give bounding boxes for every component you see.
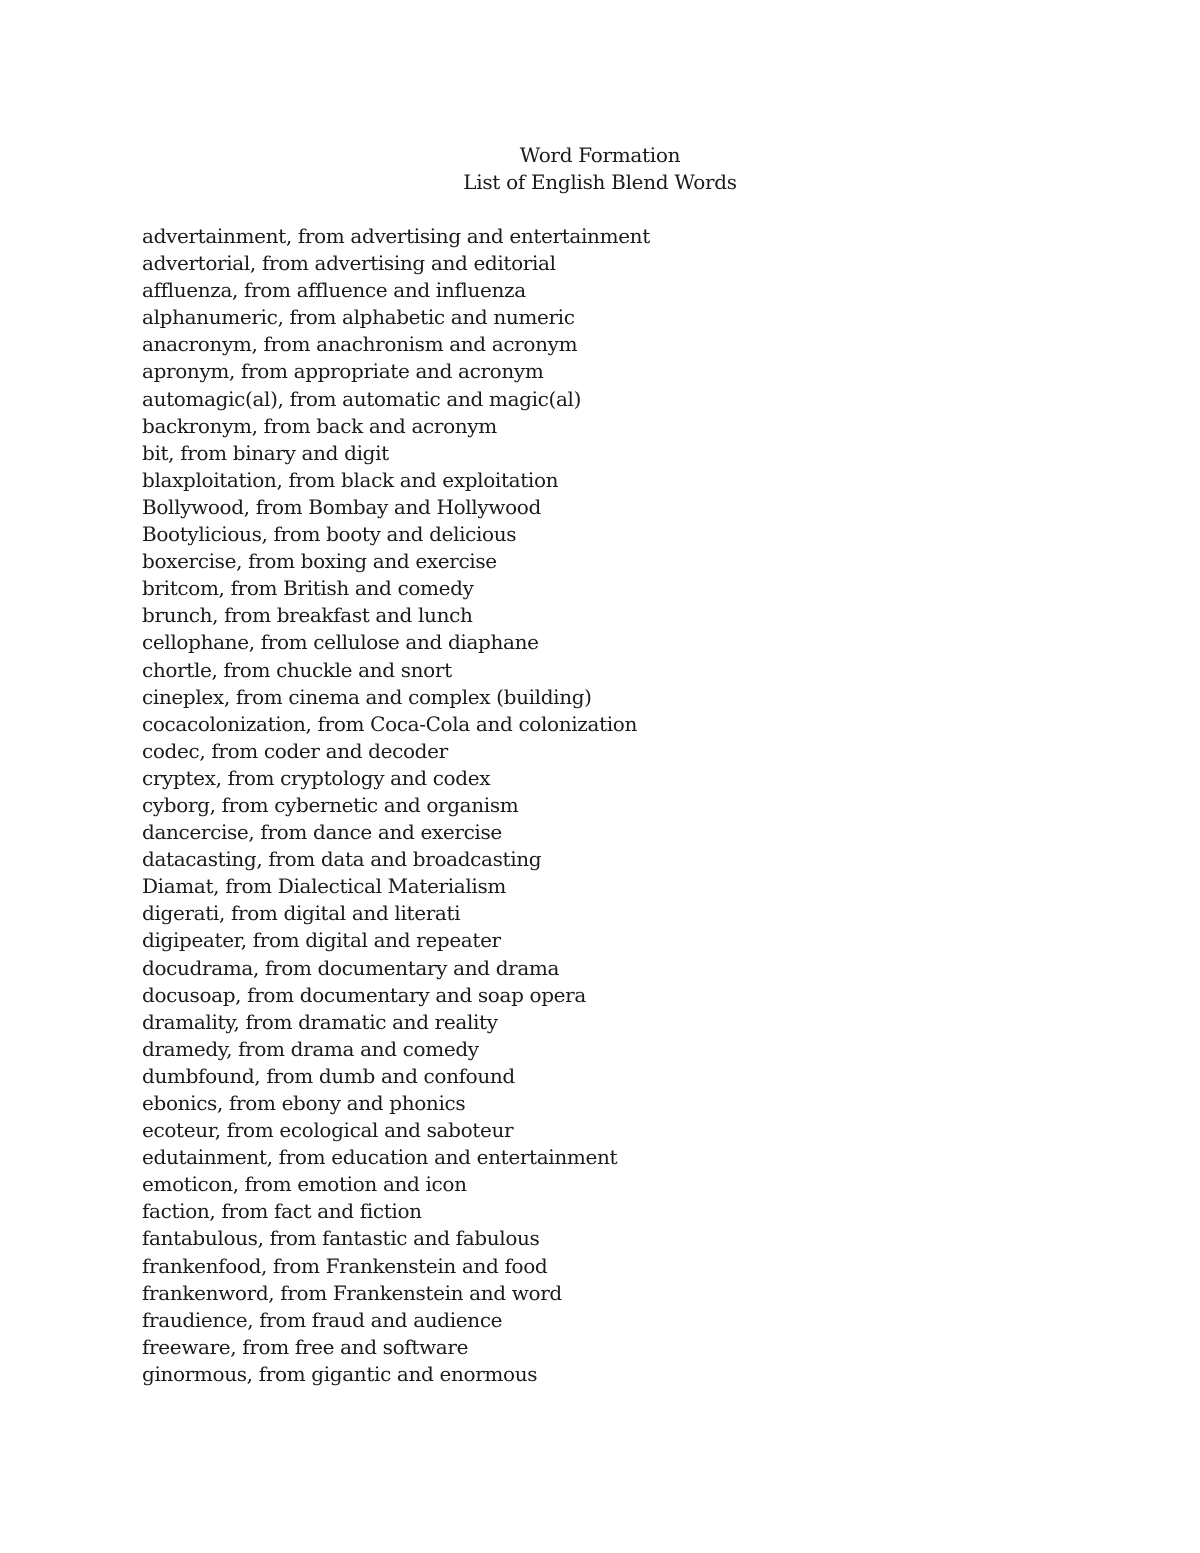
list-item: emoticon, from emotion and icon bbox=[142, 1172, 467, 1197]
list-item: cryptex, from cryptology and codex bbox=[142, 765, 491, 790]
list-item: frankenfood, from Frankenstein and food bbox=[142, 1253, 548, 1278]
list-item: cellophane, from cellulose and diaphane bbox=[142, 630, 539, 655]
list-item: apronym, from appropriate and acronym bbox=[142, 359, 544, 384]
list-item: blaxploitation, from black and exploitation bbox=[142, 467, 559, 492]
list-item: frankenword, from Frankenstein and word bbox=[142, 1280, 562, 1305]
list-item: anacronym, from anachronism and acronym bbox=[142, 332, 578, 357]
page-title: Word Formation bbox=[519, 143, 681, 167]
list-item: alphanumeric, from alphabetic and numeric bbox=[142, 305, 575, 330]
title-block bbox=[0, 142, 1200, 196]
list-item: Bootylicious, from booty and delicious bbox=[142, 522, 517, 547]
list-item: digerati, from digital and literati bbox=[142, 901, 461, 926]
list-item: docusoap, from documentary and soap opera bbox=[142, 982, 586, 1007]
list-item: ginormous, from gigantic and enormous bbox=[142, 1361, 538, 1386]
list-item: digipeater, from digital and repeater bbox=[142, 928, 501, 953]
list-item: codec, from coder and decoder bbox=[142, 738, 448, 763]
list-item: cyborg, from cybernetic and organism bbox=[142, 792, 519, 817]
page-subtitle: List of English Blend Words bbox=[463, 170, 737, 194]
list-item: cocacolonization, from Coca-Cola and colonization bbox=[142, 711, 638, 736]
list-item: britcom, from British and comedy bbox=[142, 576, 474, 601]
list-item: affluenza, from affluence and influenza bbox=[142, 278, 526, 303]
list-item: boxercise, from boxing and exercise bbox=[142, 549, 497, 574]
list-item: ebonics, from ebony and phonics bbox=[142, 1091, 466, 1115]
list-item: advertorial, from advertising and editorial bbox=[142, 251, 556, 276]
list-item: automagic(al), from automatic and magic(al) bbox=[142, 386, 582, 411]
list-item: dumbfound, from dumb and confound bbox=[142, 1063, 515, 1088]
list-item: datacasting, from data and broadcasting bbox=[142, 847, 542, 872]
list-item: docudrama, from documentary and drama bbox=[142, 955, 560, 980]
list-item: dancercise, from dance and exercise bbox=[142, 820, 502, 845]
list-item: Bollywood, from Bombay and Hollywood bbox=[142, 494, 541, 519]
list-item: ecoteur, from ecological and saboteur bbox=[142, 1118, 514, 1143]
list-item: advertainment, from advertising and entertainment bbox=[142, 224, 650, 248]
list-item: cineplex, from cinema and complex (building) bbox=[142, 684, 592, 709]
list-item: freeware, from free and software bbox=[142, 1334, 469, 1359]
list-item: bit, from binary and digit bbox=[142, 440, 389, 465]
list-item: backronym, from back and acronym bbox=[142, 413, 497, 438]
blend-word-list bbox=[142, 223, 650, 1388]
list-item: Diamat, from Dialectical Materialism bbox=[142, 874, 507, 899]
list-item: edutainment, from education and entertainment bbox=[142, 1145, 618, 1170]
list-item: fantabulous, from fantastic and fabulous bbox=[142, 1226, 540, 1251]
list-item: faction, from fact and fiction bbox=[142, 1199, 422, 1224]
list-item: dramedy, from drama and comedy bbox=[142, 1036, 479, 1061]
list-item: fraudience, from fraud and audience bbox=[142, 1307, 503, 1332]
list-item: dramality, from dramatic and reality bbox=[142, 1009, 498, 1034]
list-item: chortle, from chuckle and snort bbox=[142, 657, 452, 682]
list-item: brunch, from breakfast and lunch bbox=[142, 603, 473, 628]
